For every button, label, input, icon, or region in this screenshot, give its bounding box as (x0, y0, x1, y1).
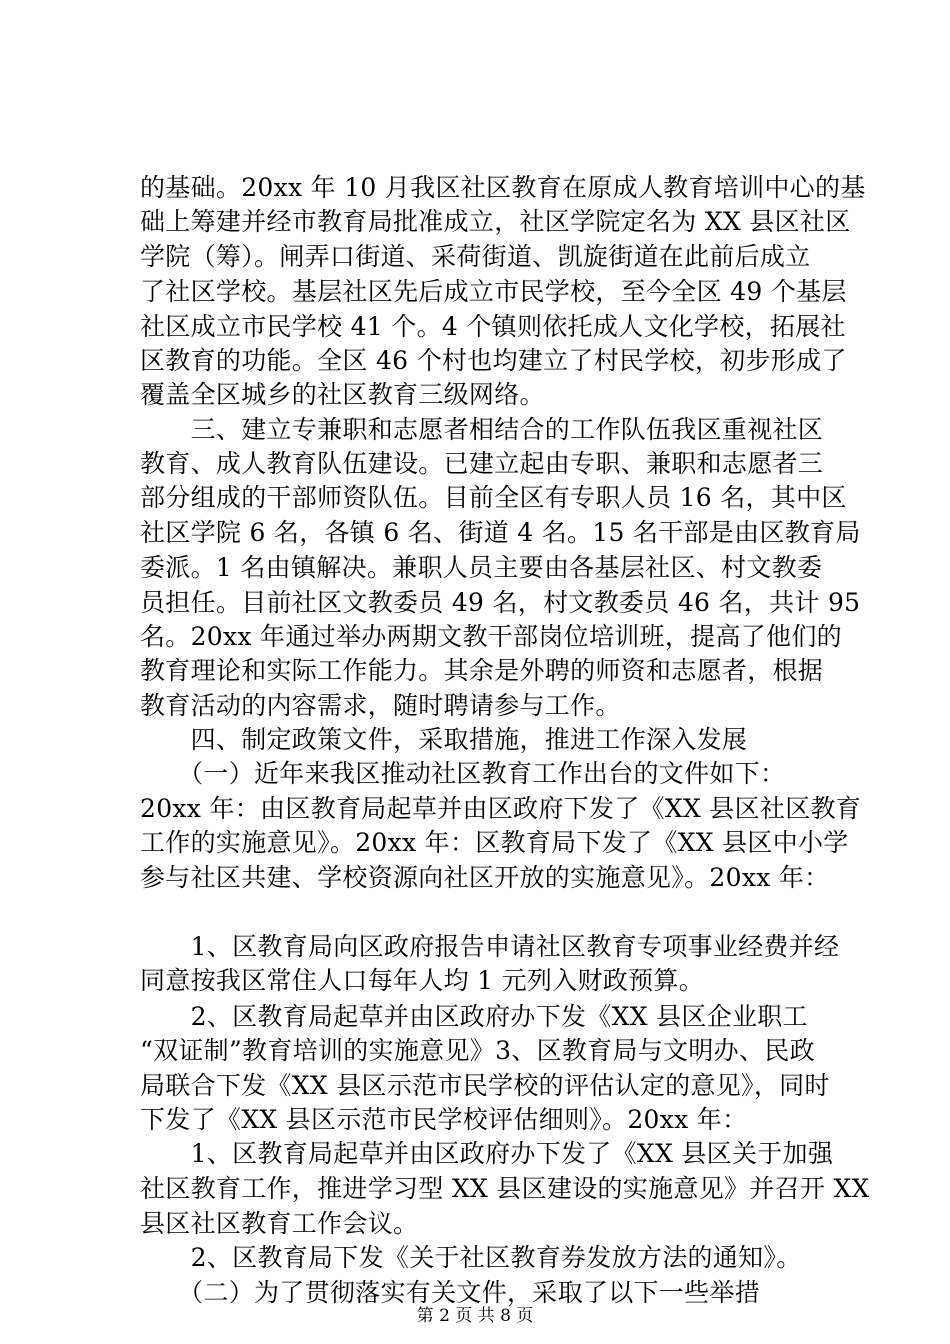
text-line: 教育、成人教育队伍建设。已建立起由专职、兼职和志愿者三 (140, 449, 824, 478)
text-line: 的基础。20xx 年 10 月我区社区教育在原成人教育培训中心的基 (140, 173, 866, 202)
text-line: 了社区学校。基层社区先后成立市民学校，至今全区 49 个基层 (140, 277, 847, 306)
text-line: 工作的实施意见》。20xx 年：区教育局下发了《XX 县区中小学 (140, 828, 849, 857)
text-line: （二）为了贯彻落实有关文件，采取了以下一些举措 (140, 1278, 761, 1307)
text-line: 县区社区教育工作会议。 (140, 1209, 419, 1238)
text-line: 社区教育工作，推进学习型 XX 县区建设的实施意见》并召开 XX (140, 1174, 870, 1203)
text-line: （一）近年来我区推动社区教育工作出台的文件如下： (140, 759, 786, 788)
text-line: 三、建立专兼职和志愿者相结合的工作队伍我区重视社区 (140, 415, 824, 444)
page-number-footer: 第 2 页 共 8 页 (416, 1306, 534, 1326)
text-line: 社区成立市民学校 41 个。4 个镇则依托成人文化学校，拓展社 (140, 312, 846, 341)
text-line: 学院（筹）。闸弄口街道、采荷街道、凯旋街道在此前后成立 (140, 242, 811, 271)
text-line: 20xx 年：由区教育局起草并由区政府下发了《XX 县区社区教育 (140, 794, 862, 823)
text-line: 委派。1 名由镇解决。兼职人员主要由各基层社区、村文教委 (140, 553, 823, 582)
text-line: 1、区教育局向区政府报告申请社区教育专项事业经费并经 (140, 932, 840, 961)
text-line: 2、区教育局起草并由区政府办下发《XX 县区企业职工 (140, 1002, 808, 1031)
text-line: 教育理论和实际工作能力。其余是外聘的师资和志愿者，根据 (140, 656, 824, 685)
text-line: 教育活动的内容需求，随时聘请参与工作。 (140, 691, 621, 720)
text-line: 同意按我区常住人口每年人均 1 元列入财政预算。 (140, 966, 705, 995)
text-line: 员担任。目前社区文教委员 49 名，村文教委员 46 名，共计 95 (140, 588, 861, 617)
text-line: 社区学院 6 名，各镇 6 名、街道 4 名。15 名干部是由区教育局 (140, 518, 861, 547)
text-line: 名。20xx 年通过举办两期文教干部岗位培训班，提高了他们的 (140, 622, 842, 651)
text-line: 部分组成的干部师资队伍。目前全区有专职人员 16 名，其中区 (140, 483, 847, 512)
text-line: 四、制定政策文件，采取措施，推进工作深入发展 (140, 725, 748, 754)
text-line: 参与社区共建、学校资源向社区开放的实施意见》。20xx 年： (140, 863, 830, 892)
text-line: 局联合下发《XX 县区示范市民学校的评估认定的意见》，同时 (140, 1071, 830, 1100)
text-line: 覆盖全区城乡的社区教育三级网络。 (140, 380, 545, 409)
text-line: 2、区教育局下发《关于社区教育券发放方法的通知》。 (140, 1243, 802, 1272)
text-line: 础上筹建并经市教育局批准成立，社区学院定名为 XX 县区社区 (140, 207, 851, 236)
text-line: “双证制”教育培训的实施意见》3、区教育局与文明办、民政 (140, 1036, 815, 1065)
text-line: 区教育的功能。全区 46 个村也均建立了村民学校，初步形成了 (140, 346, 847, 375)
text-line: 1、区教育局起草并由区政府办下发了《XX 县区关于加强 (140, 1139, 834, 1168)
text-line: 下发了《XX 县区示范市民学校评估细则》。20xx 年： (140, 1105, 748, 1134)
